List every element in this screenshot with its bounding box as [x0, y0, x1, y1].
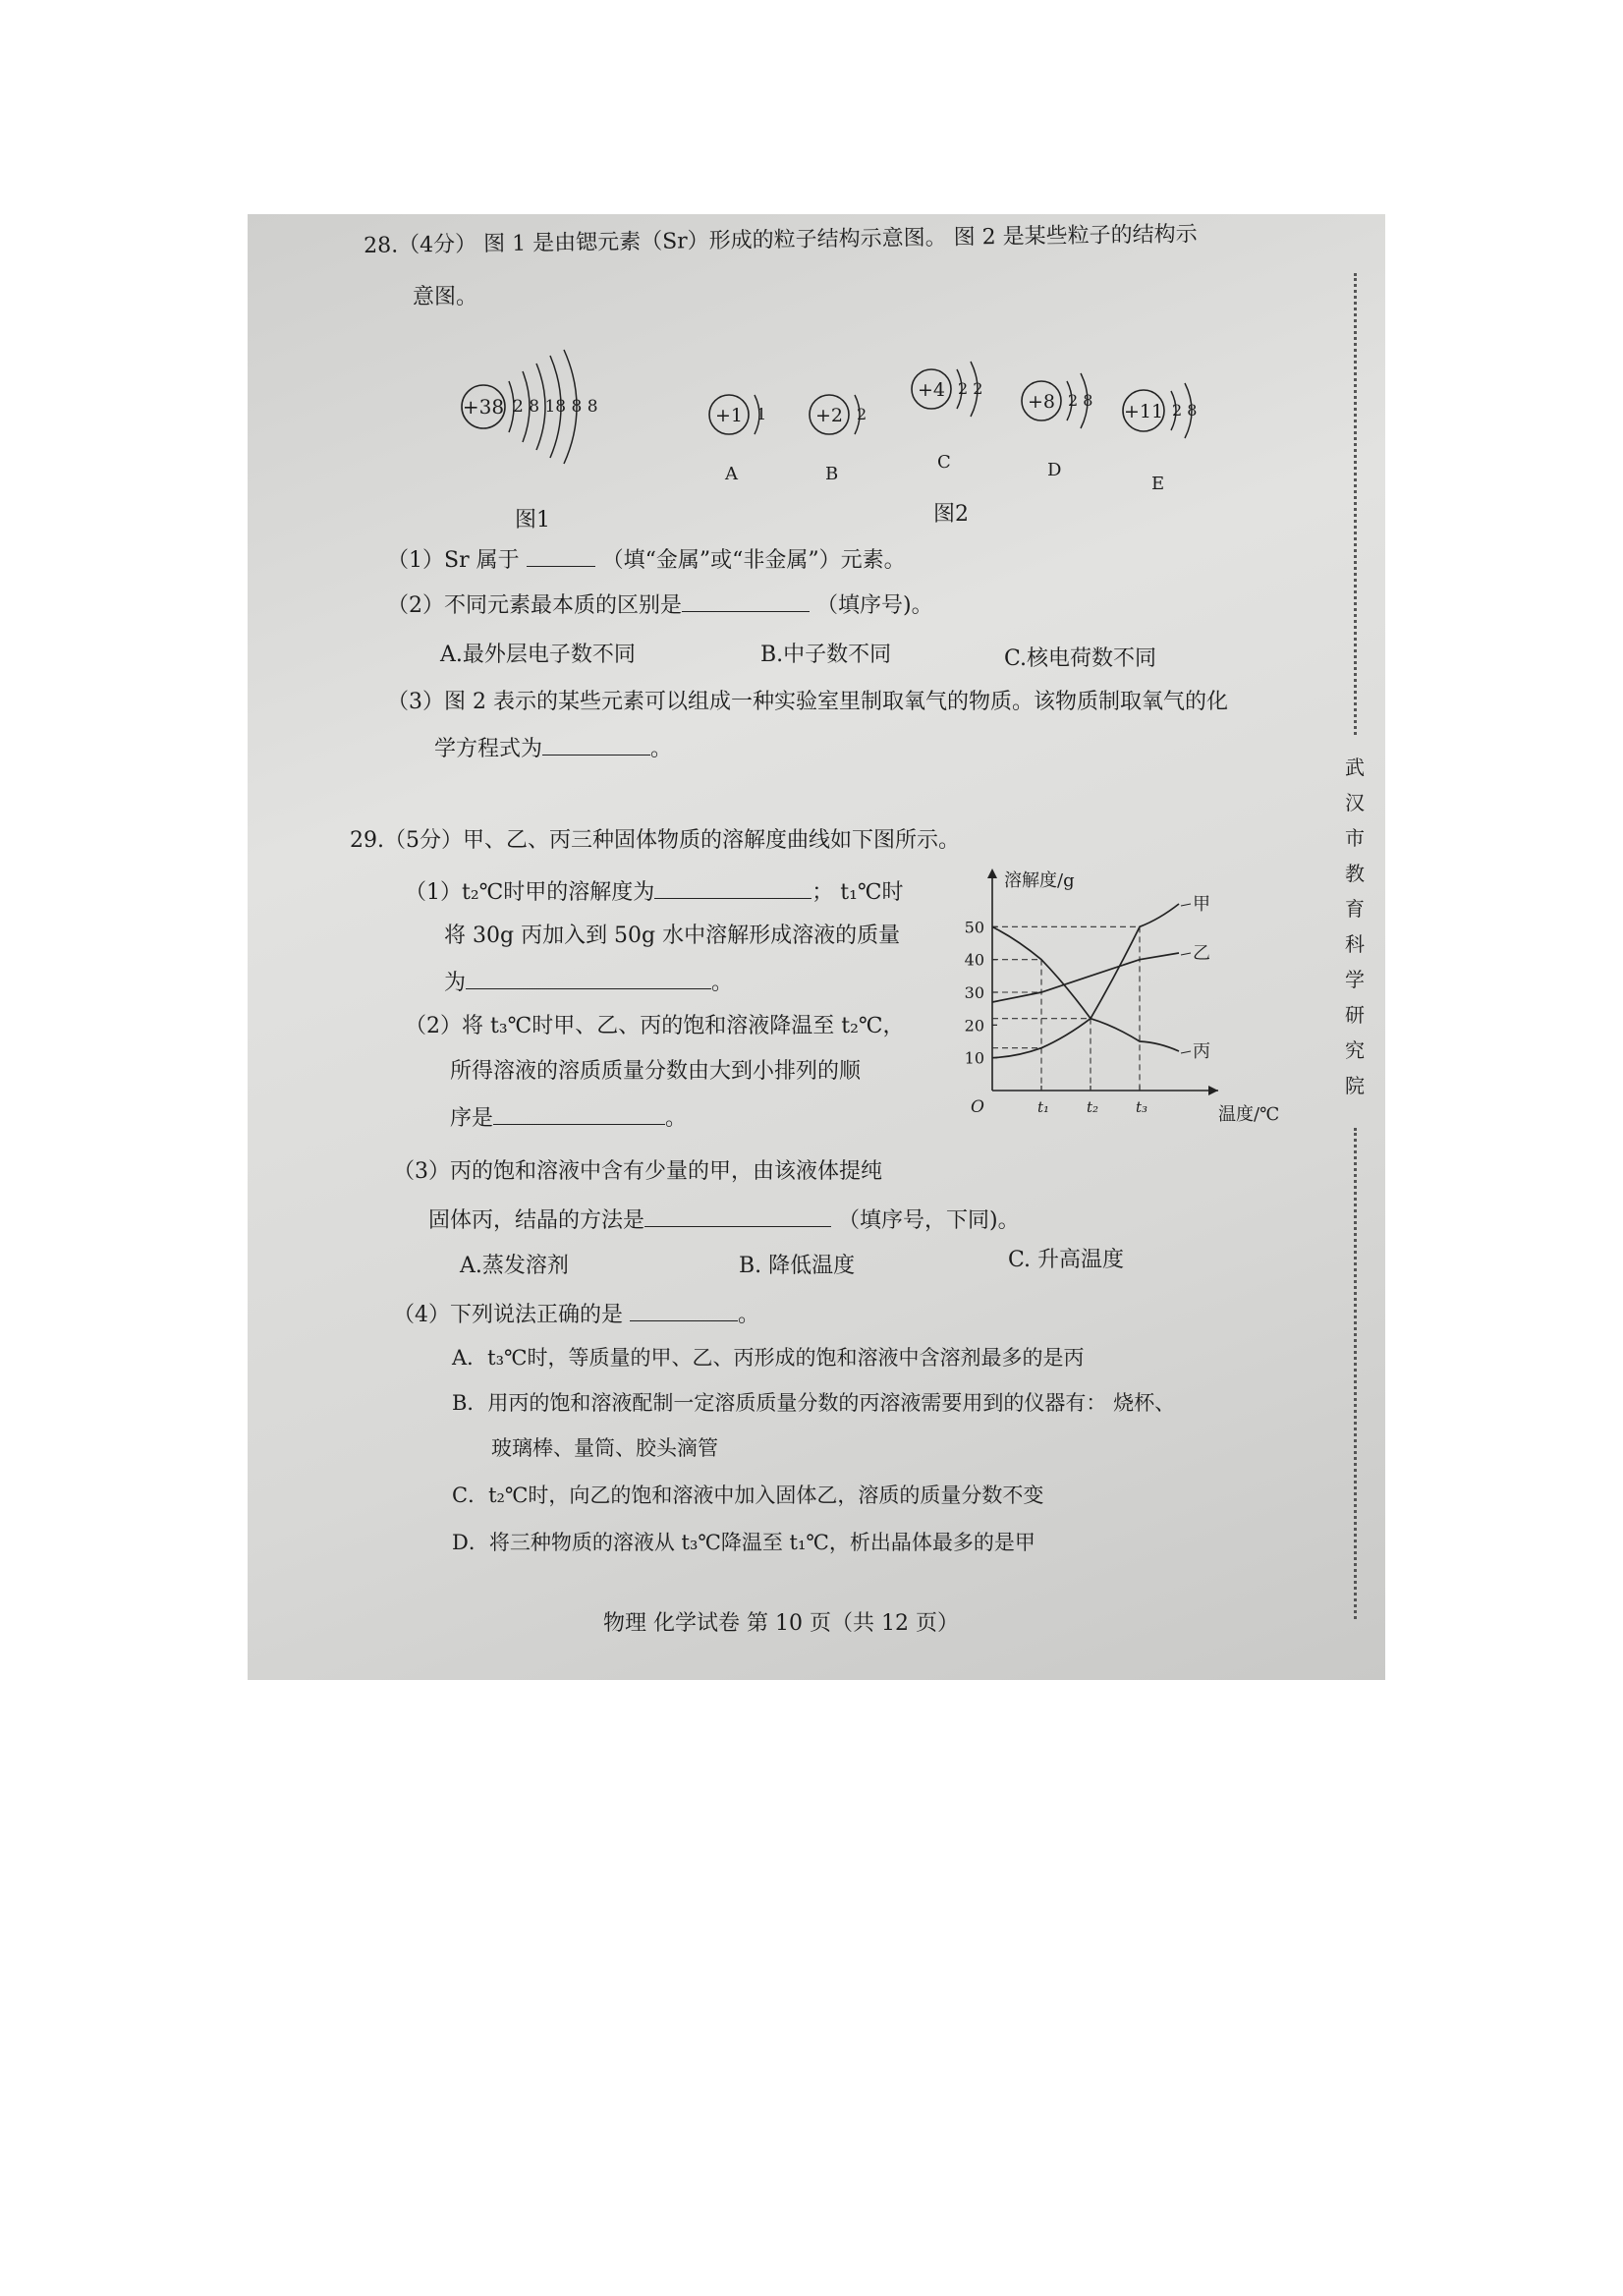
particle-b-label: B	[825, 464, 839, 484]
svg-text:+4: +4	[917, 379, 946, 401]
binding-line-bottom	[1354, 1128, 1359, 1619]
y-tick-label: 50	[964, 918, 984, 937]
side-institution-text	[1343, 750, 1367, 1103]
svg-text:+1: +1	[714, 405, 744, 426]
fig2-caption: 图2	[933, 502, 969, 527]
particle-e	[1123, 383, 1197, 494]
y-tick-label: 40	[964, 950, 984, 970]
y-axis-label: 溶解度/g	[1004, 870, 1075, 891]
answer-blank-29-3[interactable]	[644, 1206, 831, 1227]
side-char: 究	[1345, 1038, 1365, 1062]
particle-c	[912, 362, 982, 527]
q28-opt-b: B.中子数不同	[760, 643, 892, 667]
side-char: 研	[1345, 1003, 1365, 1027]
x-tick-label: t₁	[1037, 1098, 1050, 1116]
q29-part3-line2: 固体丙，结晶的方法是 （填序号，下同)。	[428, 1208, 1020, 1233]
answer-blank-29-1a[interactable]	[654, 878, 812, 899]
answer-blank-29-2[interactable]	[493, 1104, 665, 1125]
q29-part3: （3）丙的饱和溶液中含有少量的甲，由该液体提纯	[393, 1159, 882, 1184]
q28-opt-a: A.最外层电子数不同	[440, 643, 636, 667]
q28-header-cont: 意图。	[413, 285, 478, 309]
q29-opt4-a: A．t₃℃时，等质量的甲、乙、丙形成的饱和溶液中含溶剂最多的是丙	[452, 1346, 1085, 1370]
svg-text:2 8: 2 8	[1068, 391, 1093, 410]
q29-part4: （4）下列说法正确的是 。	[393, 1303, 760, 1327]
particle-d	[1022, 373, 1092, 480]
particle-e-label: E	[1151, 474, 1165, 494]
q28-opt-c: C.核电荷数不同	[1004, 646, 1157, 671]
q29-opt4-d: D．将三种物质的溶液从 t₃℃降温至 t₁℃，析出晶体最多的是甲	[452, 1531, 1035, 1554]
solubility-chart	[963, 863, 1287, 1128]
page-footer: 物理 化学试卷 第 10 页（共 12 页）	[603, 1611, 959, 1636]
svg-text:2 2: 2 2	[958, 379, 983, 398]
answer-blank-29-1b[interactable]	[466, 969, 711, 989]
x-tick-label: t₃	[1136, 1098, 1148, 1116]
series-leader-3	[1181, 1051, 1191, 1053]
q29-part2-line2: 所得溶液的溶质质量分数由大到小排列的顺	[450, 1059, 862, 1084]
fig1-nucleus: +38	[462, 395, 505, 419]
side-char: 院	[1345, 1074, 1365, 1097]
svg-text:2: 2	[857, 405, 867, 423]
svg-text:2 8: 2 8	[1172, 401, 1198, 420]
y-axis-arrow	[987, 868, 997, 878]
q29-opt3-b: B. 降低温度	[739, 1254, 856, 1278]
q29-opt3-a: A.蒸发溶剂	[460, 1254, 569, 1278]
series-label-3: 丙	[1193, 1041, 1210, 1062]
q29-opt4-b-cont: 玻璃棒、量筒、胶头滴管	[491, 1436, 718, 1460]
series-line-2	[992, 953, 1179, 1002]
side-char: 学	[1345, 968, 1365, 991]
series-line-3	[992, 926, 1179, 1051]
q28-header: 28.（4分） 图 1 是由锶元素（Sr）形成的粒子结构示意图。 图 2 是某些粒子的结构示	[364, 222, 1198, 258]
q28-part1: （1）Sr 属于 （填“金属”或“非金属”）元素。	[387, 548, 906, 573]
series-leader-1	[1181, 904, 1191, 906]
fig1-shells: 2 8 18 8 8	[513, 397, 598, 417]
particle-a	[709, 395, 766, 484]
origin-label: O	[971, 1097, 984, 1117]
y-tick-label: 20	[964, 1016, 984, 1036]
atomic-structure-figures	[434, 320, 1240, 546]
side-char: 市	[1345, 826, 1365, 850]
x-axis-label: 温度/℃	[1218, 1104, 1280, 1125]
series-leader-2	[1181, 953, 1191, 955]
side-char: 科	[1345, 932, 1365, 956]
answer-blank-28-2[interactable]	[682, 591, 810, 612]
svg-text:+2: +2	[814, 405, 844, 426]
y-tick-label: 10	[964, 1048, 984, 1068]
q29-part1-line2: 将 30g 丙加入到 50g 水中溶解形成溶液的质量	[444, 924, 901, 948]
q28-part3: （3）图 2 表示的某些元素可以组成一种实验室里制取氧气的物质。该物质制取氧气的化	[387, 690, 1228, 714]
q29-part1-line3: 为 。	[444, 971, 734, 995]
fig1-caption: 图1	[515, 508, 550, 532]
svg-text:1: 1	[756, 405, 767, 423]
fig1-sr-diagram	[462, 350, 598, 532]
side-char: 武	[1345, 756, 1365, 779]
q28-part2: （2）不同元素最本质的区别是 （填序号)。	[387, 593, 933, 618]
particle-d-label: D	[1047, 460, 1062, 480]
q29-part2-line3: 序是 。	[450, 1106, 688, 1131]
side-char: 育	[1345, 897, 1365, 921]
x-tick-label: t₂	[1087, 1098, 1099, 1116]
exam-page-photo	[248, 214, 1385, 1680]
q29-header: 29.（5分）甲、乙、丙三种固体物质的溶解度曲线如下图所示。	[350, 828, 960, 853]
series-label-2: 乙	[1193, 943, 1210, 964]
svg-text:+8: +8	[1027, 391, 1056, 413]
answer-blank-28-3[interactable]	[542, 735, 650, 756]
y-tick-label: 30	[964, 983, 984, 1002]
particle-c-label: C	[937, 452, 951, 473]
q29-opt4-c: C．t₂℃时，向乙的饱和溶液中加入固体乙，溶质的质量分数不变	[452, 1484, 1044, 1507]
x-axis-arrow	[1208, 1086, 1218, 1095]
answer-blank-29-4[interactable]	[630, 1301, 738, 1321]
svg-text:+11: +11	[1123, 401, 1164, 422]
q29-part2: （2）将 t₃℃时甲、乙、丙的饱和溶液降温至 t₂℃，	[405, 1014, 905, 1038]
binding-line-top	[1354, 273, 1359, 735]
q29-opt3-c: C. 升高温度	[1008, 1248, 1125, 1272]
side-char: 汉	[1345, 791, 1365, 814]
particle-b	[810, 395, 867, 484]
answer-blank-28-1[interactable]	[527, 546, 595, 567]
particle-a-label: A	[725, 464, 738, 484]
q28-part3-cont: 学方程式为 。	[434, 737, 673, 761]
side-char: 教	[1345, 862, 1365, 885]
series-label-1: 甲	[1193, 894, 1210, 915]
q29-opt4-b: B．用丙的饱和溶液配制一定溶质质量分数的丙溶液需要用到的仪器有： 烧杯、	[452, 1391, 1176, 1415]
q29-part1: （1）t₂℃时甲的溶解度为 ； t₁℃时	[405, 880, 904, 905]
